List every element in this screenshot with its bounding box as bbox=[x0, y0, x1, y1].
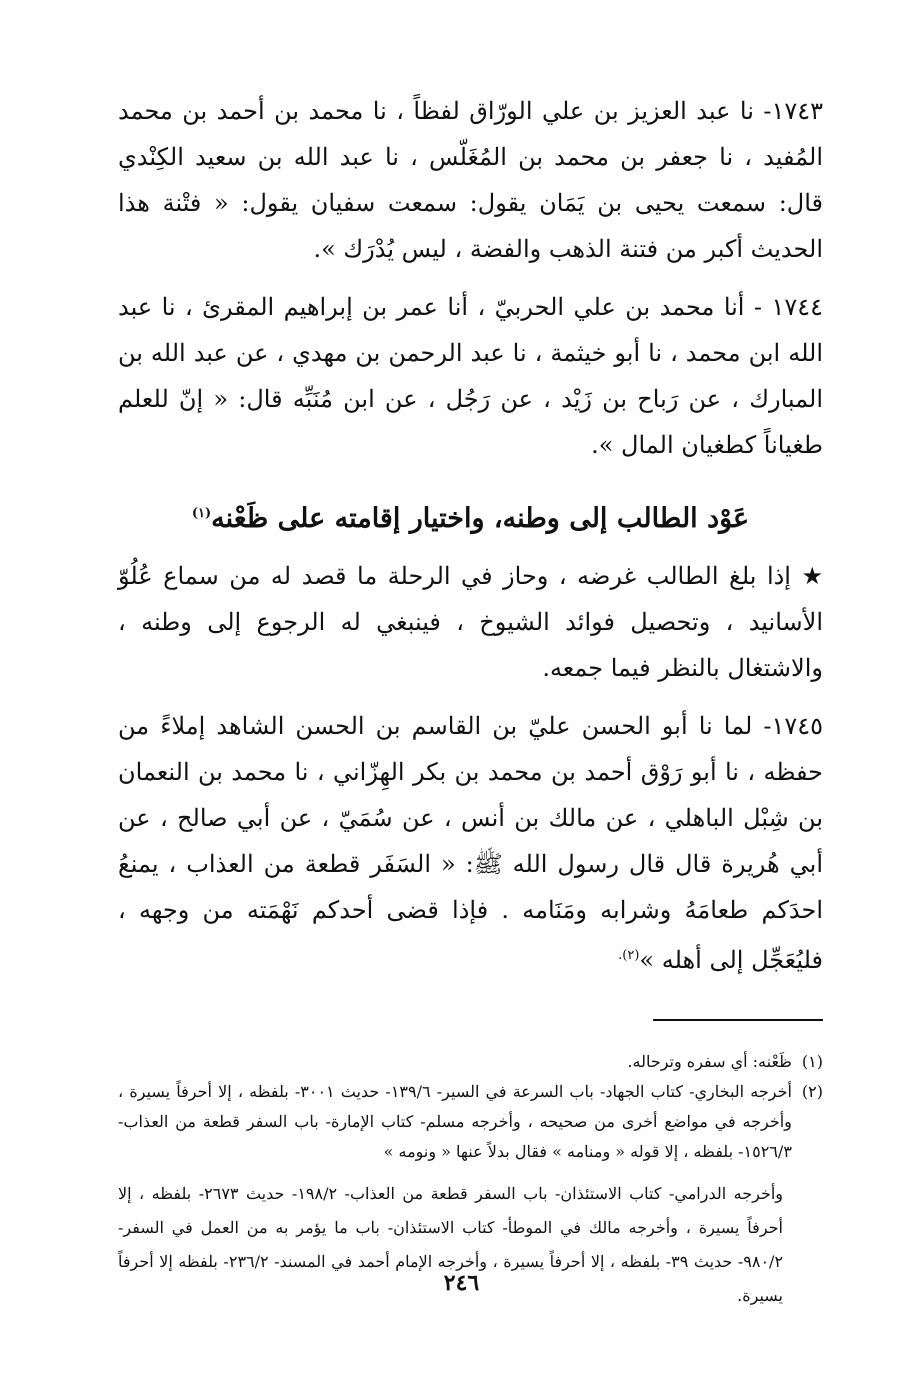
footnote-divider bbox=[653, 1019, 823, 1021]
footnote-2-continuation: وأخرجه الدرامي- كتاب الاستئذان- باب السفر قطعة من العذاب- ١٩٨/٢- حديث ٢٦٧٣- بلفظه ، إلا أحرفاً يسيرة ، وأخرجه مالك في الموطأ- كتاب الاستئذان- باب ما يؤمر به من العمل في السفر- ٩٨٠/٢- حديث ٣٩- بلفظه ، إلا أحرفاً يسيرة ، وأخرجه الإمام أحمد في المسند- ٢٣٦/٢- بلفظه إلا أحرفاً يسيرة. bbox=[118, 1184, 784, 1305]
hadith-1745-text: ١٧٤٥- لما نا أبو الحسن عليّ بن القاسم بن الحسن الشاهد إملاءً من حفظه ، نا أبو رَوْق أحمد بن محمد بن بكر الهِزّاني ، نا محمد بن النعمان بن شِبْل الباهلي ، عن مالك بن أنس ، عن سُمَيّ ، عن أبي صالح ، عن أبي هُريرة قال قال رسول الله ﷺ: « السَفَر قطعة من العذاب ، يمنعُ احدَكم طعامَهُ وشرابه ومَنَامه . فإذا قضى أحدكم نَهْمَته من وجهه ، فليُعَجِّل إلى أهله » bbox=[118, 712, 823, 974]
hadith-1743-text: ١٧٤٣- نا عبد العزيز بن علي الورّاق لفظاً ، نا محمد بن أحمد بن محمد المُفيد ، نا جعفر بن محمد بن المُغَلّس ، نا عبد الله بن سعيد الكِنْدي قال: سمعت يحيى بن يَمَان يقول: سمعت سفيان يقول: « فتْنة هذا الحديث أكبر من فتنة الذهب والفضة ، ليس يُدْرَك ». bbox=[118, 97, 823, 263]
hadith-1745 bbox=[118, 703, 823, 983]
hadith-1744 bbox=[118, 284, 823, 468]
hadith-1744-text: ١٧٤٤ - أنا محمد بن علي الحربيّ ، أنا عمر بن إبراهيم المقرئ ، نا عبد الله ابن محمد ، نا أبو خيثمة ، نا عبد الرحمن بن مهدي ، عن عبد الله بن المبارك ، عن رَباح بن زَيْد ، عن رَجُل ، عن ابن مُنَبِّه قال: « إنّ للعلم طغياناً كطغيان المال ». bbox=[118, 293, 823, 459]
footnote-2 bbox=[118, 1077, 823, 1167]
section-heading-footnote-ref: (١) bbox=[191, 506, 212, 521]
section-intro bbox=[118, 553, 823, 691]
page-number: ٢٤٦ bbox=[443, 1270, 480, 1296]
footnote-1 bbox=[118, 1047, 823, 1077]
footnote-2-text: أخرجه البخاري- كتاب الجهاد- باب السرعة في السير- ١٣٩/٦- حديث ٣٠٠١- بلفظه ، إلا أحرفاً يسيرة ، وأخرجه في مواضع أخرى من صحيحه ، وأخرجه مسلم- كتاب الإمارة- باب السفر قطعة من العذاب- ١٥٢٦/٣- بلفظه ، إلا قوله « ومنامه » فقال بدلاً عنها « ونومه » bbox=[118, 1082, 792, 1161]
section-heading bbox=[118, 488, 823, 545]
footnote-1-mark: (١) bbox=[801, 1052, 823, 1071]
hadith-1745-footnote-ref: (٢). bbox=[618, 948, 640, 963]
section-heading-text: عَوْد الطالب إلى وطنه، واختيار إقامته على ظَعْنه bbox=[211, 503, 750, 534]
footnote-2-mark: (٢) bbox=[801, 1082, 823, 1101]
section-intro-text: ★ إذا بلغ الطالب غرضه ، وحاز في الرحلة ما قصد له من سماع عُلُوّ الأسانيد ، وتحصيل فوائد الشيوخ ، فينبغي له الرجوع إلى وطنه ، والاشتغال بالنظر فيما جمعه. bbox=[118, 562, 823, 682]
footnote-1-text: ظَعْنه: أي سفره وترحاله. bbox=[627, 1052, 792, 1071]
hadith-1743 bbox=[118, 88, 823, 272]
